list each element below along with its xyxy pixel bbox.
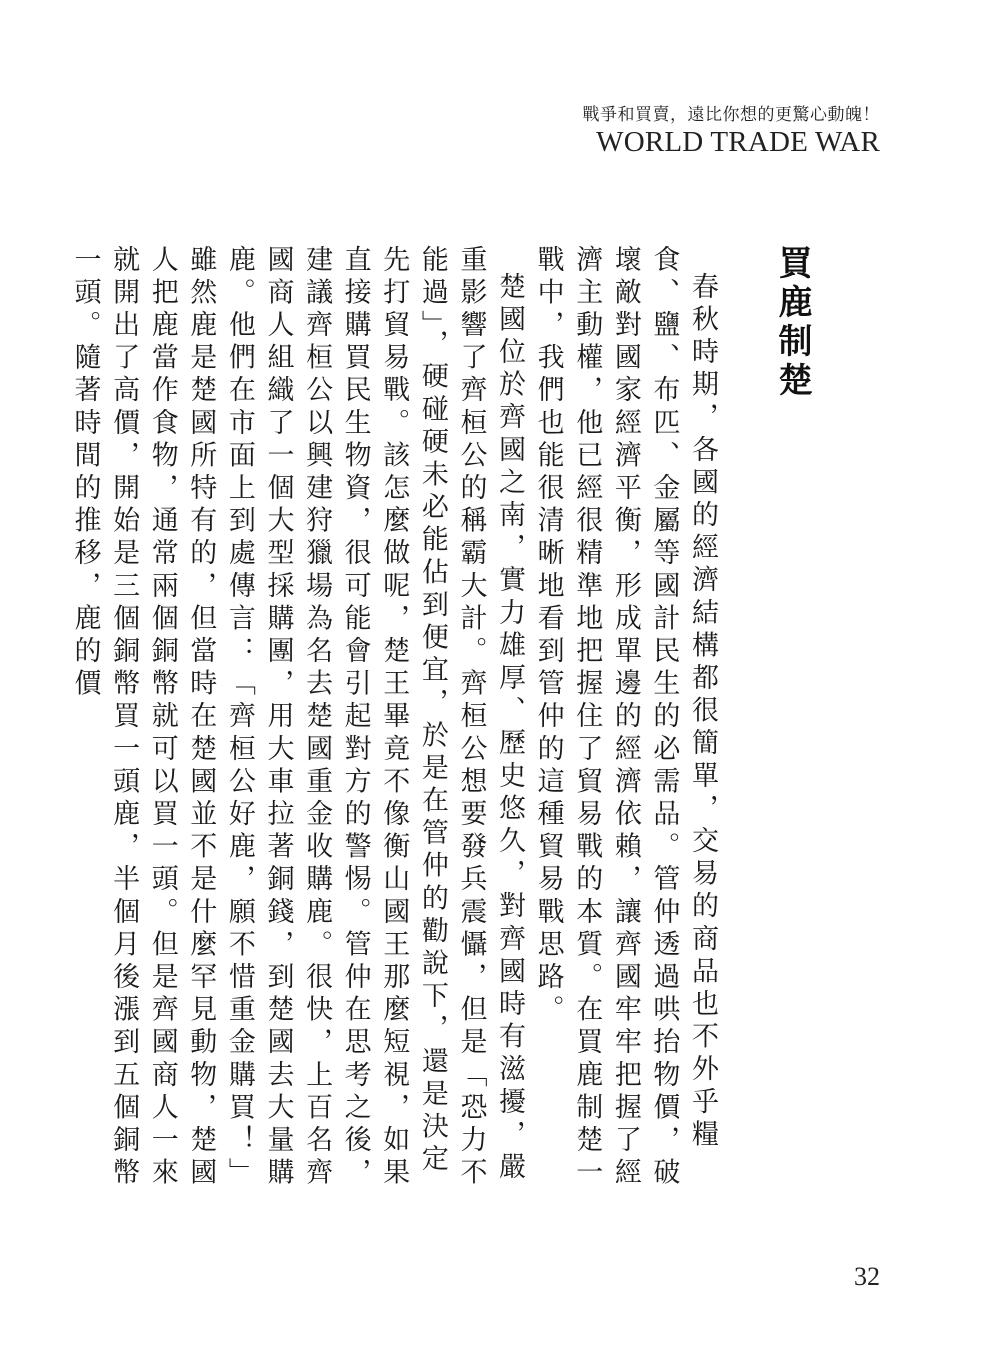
body-text <box>69 245 721 1200</box>
running-header <box>583 104 881 158</box>
paragraph: 春秋時期，各國的經濟結構都很簡單，交易的商品也不外乎糧食、鹽、布匹、金屬等國計民生的必需品。管仲透過哄抬物價，破壞敵對國家經濟平衡，形成單邊的經濟依賴，讓齊國牢牢把握了經濟主動權，他已經很精準地把握住了貿易戰的本質。在買鹿制楚一戰中，我們也能很清晰地看到管仲的這種貿易戰思路。 <box>532 245 718 1191</box>
book-title: WORLD TRADE WAR <box>596 126 880 158</box>
section-heading: 買鹿制楚 <box>772 245 812 401</box>
page-number: 32 <box>854 1262 880 1291</box>
paragraph: 楚國位於齊國之南，實力雄厚、歷史悠久，對齊國時有滋擾，嚴重影響了齊桓公的稱霸大計。齊桓公想要發兵震懾，但是「恐力不能過」，硬碰硬未必能佔到便宜，於是在管仲的勸說下，還是決定先打貿易戰。該怎麼做呢，楚王畢竟不像衡山國王那麼短視，如果直接購買民生物資，很可能會引起對方的警惕。管仲在思考之後，建議齊桓公以興建狩獵場為名去楚國重金收購鹿。很快，上百名齊國商人組織了一個大型採購團，用大車拉著銅錢，到楚國去大量購鹿。他們在市面上到處傳言：「齊桓公好鹿，願不惜重金購買！」雖然鹿是楚國所特有的，但當時在楚國並不是什麼罕見動物，楚國人把鹿當作食物，通常兩個銅幣就可以買一頭。但是齊國商人一來就開出了高價，開始是三個銅幣買一頭鹿，半個月後漲到五個銅幣一頭。隨著時間的推移，鹿的價 <box>69 245 526 1191</box>
book-subtitle: 戰爭和買賣，遠比你想的更驚心動魄！ <box>582 105 880 125</box>
